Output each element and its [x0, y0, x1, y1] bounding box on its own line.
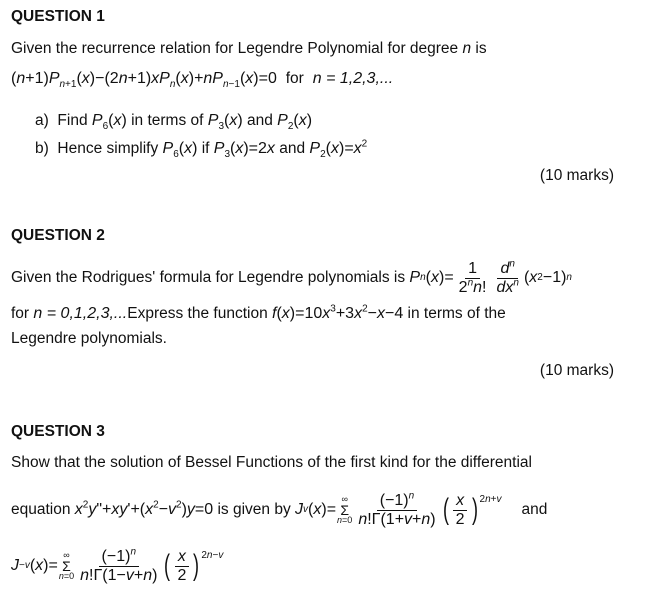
- q2-line1: Given the Rodrigues' formula for Legendre polynomials is: [11, 269, 406, 286]
- question-3-heading: QUESTION 3: [11, 423, 105, 440]
- q1-part-a-find: Find: [57, 112, 88, 129]
- q2-rodrigues-line: [11, 258, 572, 298]
- q1-recurrence-equation: $(n+1)P_{n+1}(x)-(2n+1)xP_n(x)+nP_{n-1}(x)=0$ for n = 1,2,3,...: [11, 70, 394, 91]
- q1-part-b-label: b): [35, 140, 49, 157]
- q1-intro-end: is: [475, 40, 487, 57]
- q3-bessel-equation: $x^2y"+xy'+(x^2-v^2)y=0$: [74, 499, 214, 518]
- q3-bessel-line: [11, 484, 547, 536]
- q3-jv-formula: J v ( x )= ∞ Σ n=0 $\frac{(-1)^n}{n!\Gamma(1+v+n)}$ ( $\frac{x}{2}$ ) $^{2n +v}$: [295, 490, 502, 528]
- q3-j-neg-v-line: [11, 540, 223, 592]
- q2-line3: Legendre polynomials.: [11, 330, 167, 347]
- q1-for: for: [285, 70, 304, 87]
- q1-intro-text: Given the recurrence relation for Legendre Polynomial for degree: [11, 40, 459, 57]
- q3-equation-word: equation: [11, 501, 71, 518]
- q1-n-range: n = 1,2,3,...: [312, 70, 394, 87]
- q3-given-by: is given by: [217, 501, 291, 518]
- q2-range: n = 0,1,2,3,...: [33, 305, 128, 322]
- q3-line1: Show that the solution of Bessel Functions of the first kind for the differential: [11, 454, 532, 471]
- q1-intro: [11, 40, 487, 58]
- q2-function: $f(x)=10x^3+3x^2-x-4$: [272, 303, 404, 322]
- q2-express: Express the function: [127, 305, 268, 322]
- question-1-heading: QUESTION 1: [11, 8, 105, 25]
- q1-part-a-interms: in terms of: [131, 112, 204, 129]
- q1-marks: (10 marks): [539, 167, 614, 184]
- q2-marks: (10 marks): [539, 362, 614, 379]
- q1-part-a: a) Find $P_6(x)$ in terms of $P_3(x)$ and $P_2(x)$: [35, 112, 313, 133]
- q1-part-b-and: and: [279, 140, 306, 157]
- q3-and: and: [521, 501, 548, 518]
- q1-part-a-and: and: [246, 112, 273, 129]
- q3-j-neg-v-formula: J −v ( x )= ∞ Σ n=0 $\frac{(-1)^n}{n!\Gamma(1-v+n)}$ ( $\frac{x}{2}$ ) $^{2n -v}$: [11, 546, 224, 584]
- q1-intro-var: n: [462, 40, 472, 57]
- q1-part-b-if: if: [201, 140, 210, 157]
- q2-rodrigues-formula: P n ( x )= $\frac{1}{2^nn!}$ $\frac{d^n}{dx^n}$ ( x 2 −1) n: [409, 258, 572, 296]
- q1-part-b-text: Hence simplify: [57, 140, 159, 157]
- q2-interms: in terms of the: [407, 305, 506, 322]
- q2-for: for: [11, 305, 30, 322]
- q2-line2: [11, 305, 506, 323]
- q1-part-b: b) Hence simplify $P_6(x)$ if $P_3(x)=2x$ and $P_2(x)=x^2$: [35, 138, 368, 161]
- q1-part-a-label: a): [35, 112, 49, 129]
- question-2-heading: QUESTION 2: [11, 227, 105, 244]
